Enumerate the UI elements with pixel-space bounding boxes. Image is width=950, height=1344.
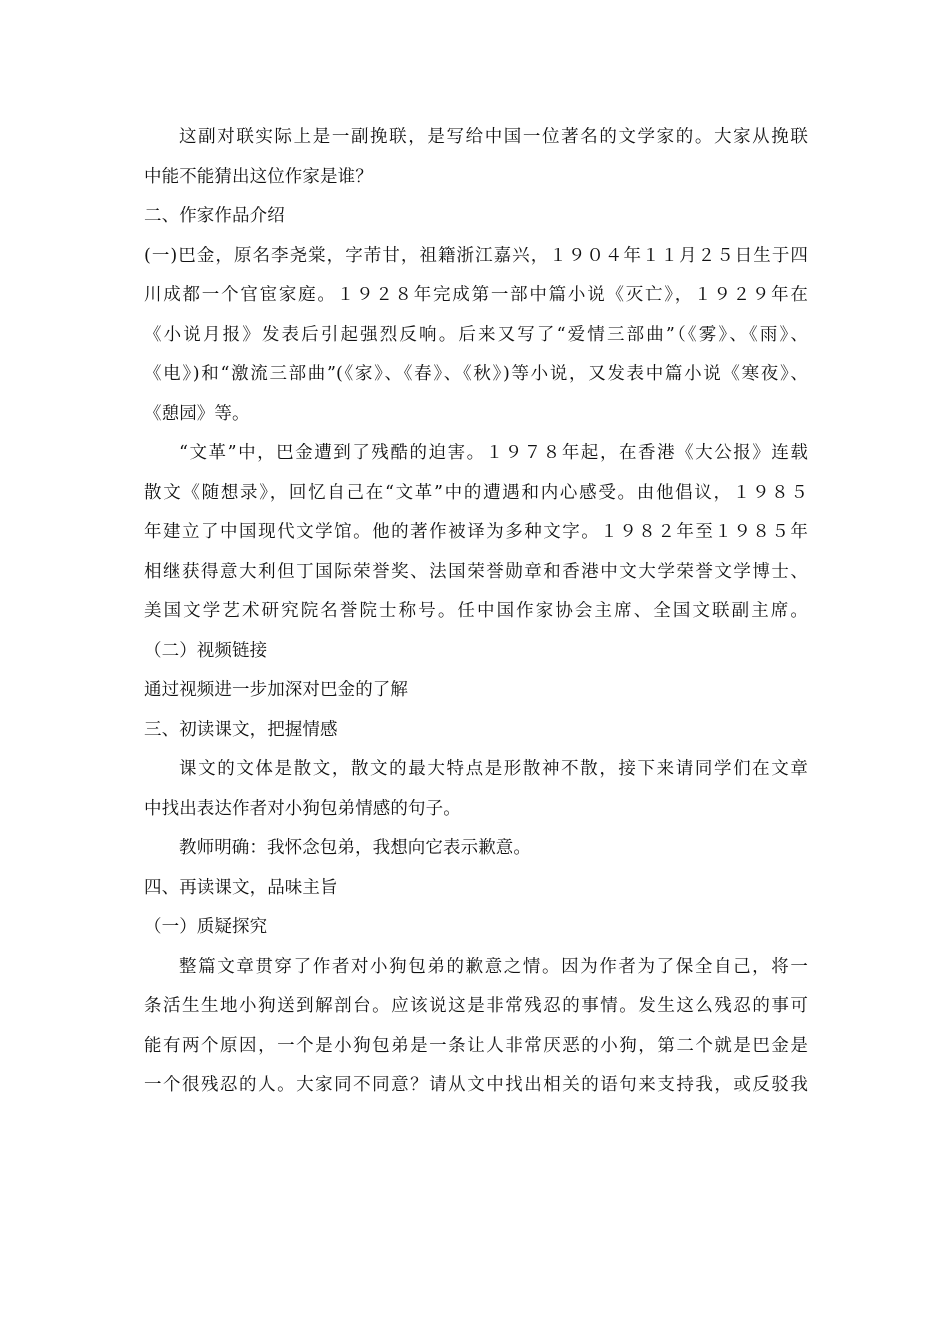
text-line-5: 川成都一个官宦家庭。１９２８年完成第一部中篇小说《灭亡》，１９２９年在 [144, 285, 808, 305]
text-line-13: 美国文学艺术研究院名誉院士称号。任中国作家协会主席、全国文联副主席。 [144, 601, 808, 621]
document-page [144, 118, 808, 1106]
text-line-6: 《小说月报》发表后引起强烈反响。后来又写了“爱情三部曲”（《雾》、《雨》、 [144, 324, 808, 345]
section-heading-3: 三、初读课文，把握情感 [144, 719, 338, 740]
section-heading-4: 四、再读课文，品味主旨 [144, 877, 338, 898]
subsection-heading-questions: （一）质疑探究 [144, 917, 268, 937]
text-line-1: 这副对联实际上是一副挽联，是写给中国一位著名的文学家的。大家从挽联 [179, 127, 808, 147]
text-line-4: (一)巴金，原名李尧棠，字芾甘，祖籍浙江嘉兴，１９０４年１１月２５日生于四 [144, 245, 808, 266]
text-line-25: 一个很残忍的人。大家同不同意？请从文中找出相关的语句来支持我，或反驳我 [144, 1075, 808, 1095]
text-line-15: 通过视频进一步加深对巴金的了解 [144, 680, 408, 700]
text-line-19: 教师明确：我怀念包弟，我想向它表示歉意。 [179, 838, 531, 858]
text-line-8: 《憩园》等。 [144, 403, 250, 424]
text-line-18: 中找出表达作者对小狗包弟情感的句子。 [144, 798, 461, 819]
text-line-2: 中能不能猜出这位作家是谁？ [144, 166, 373, 187]
text-line-17: 课文的文体是散文，散文的最大特点是形散神不散，接下来请同学们在文章 [179, 759, 808, 779]
text-line-23: 条活生生地小狗送到解剖台。应该说这是非常残忍的事情。发生这么残忍的事可 [144, 996, 808, 1016]
text-line-9: “文革”中，巴金遭到了残酷的迫害。１９７８年起，在香港《大公报》连载 [179, 443, 808, 463]
text-line-12: 相继获得意大利但丁国际荣誉奖、法国荣誉勋章和香港中文大学荣誉文学博士、 [144, 561, 808, 582]
text-line-22: 整篇文章贯穿了作者对小狗包弟的歉意之情。因为作者为了保全自己，将一 [179, 956, 808, 977]
subsection-heading-video: （二）视频链接 [144, 640, 268, 661]
text-line-24: 能有两个原因，一个是小狗包弟是一条让人非常厌恶的小狗，第二个就是巴金是 [144, 1035, 808, 1056]
text-line-10: 散文《随想录》，回忆自己在“文革”中的遭遇和内心感受。由他倡议，１９８５ [144, 482, 808, 503]
text-line-11: 年建立了中国现代文学馆。他的著作被译为多种文字。１９８２年至１９８５年 [144, 522, 808, 542]
text-line-7: 《电》)和“激流三部曲”(《家》、《春》、《秋》)等小说，又发表中篇小说《寒夜》、 [144, 364, 808, 384]
section-heading-2: 二、作家作品介绍 [144, 206, 285, 226]
